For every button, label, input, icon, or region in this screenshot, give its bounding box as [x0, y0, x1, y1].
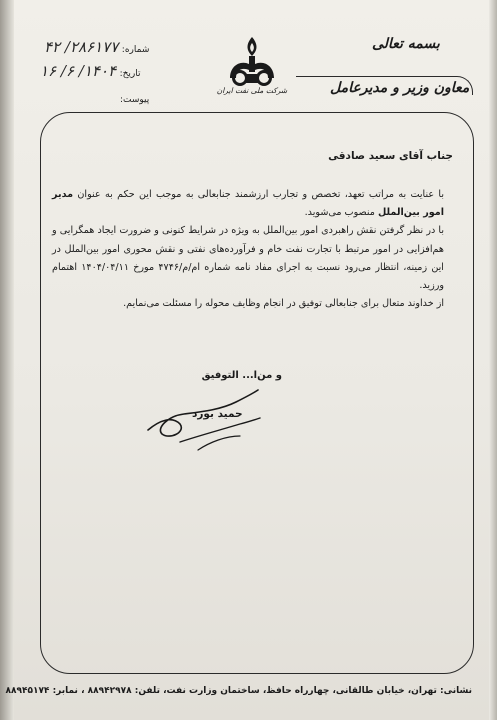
- paragraph-2: با در نظر گرفتن نقش راهبردی امور بین‌الملل به ویژه در شرایط کنونی و ضرورت ایجاد همگرایی و هم‌افزایی در امور مرتبط با تجارت نفت خام و فرآورده‌های نفتی و نقش محوری امور بین‌الملل در این زمینه، انتظار می‌رود نسبت به اجرای مفاد نامه شماره ام/م/۴۷۴۶ مورخ ۱۴۰۴/۰۴/۱۱ اهتمام ورزید.: [52, 225, 444, 292]
- recipient: جناب آقای سعید صادقی: [328, 150, 453, 162]
- office-title: معاون وزیر و مدیرعامل: [330, 80, 470, 96]
- letter-body: [52, 186, 444, 313]
- number-value: ۲۸۶۱۷۷/ ۴۲: [44, 38, 119, 56]
- closing-phrase: و من‌ا... التوفیق: [201, 370, 282, 381]
- letter-date-row: [40, 62, 141, 80]
- paragraph-1-text: با عنایت به مراتب تعهد، تخصص و تجارب ارزشمند جنابعالی به موجب این حکم به عنوان: [73, 189, 444, 200]
- handwritten-signature: [140, 380, 270, 460]
- date-label: تاریخ:: [119, 69, 141, 79]
- letter-number-row: [44, 38, 149, 56]
- paragraph-1: [52, 186, 444, 222]
- basmala: بسمه تعالی: [372, 36, 440, 52]
- number-label: شماره:: [121, 45, 150, 55]
- company-name: شرکت ملی نفت ایران: [216, 86, 288, 95]
- nioc-logo-icon: [224, 34, 280, 90]
- attachment-label: پیوست:: [120, 95, 150, 105]
- appointment-title: مدیر امور بین‌الملل: [52, 189, 444, 219]
- attachment-row: [120, 92, 149, 105]
- footer-address: نشانی: تهران، خیابان طالقانی، چهارراه حافظ، ساختمان وزارت نفت، تلفن: ۸۸۹۴۲۹۷۸ ، نمابر: ۸۸۹۴۵۱۷۴: [5, 686, 472, 696]
- date-value: ۱۴۰۴/ ۶/ ۱۶: [40, 62, 117, 80]
- paragraph-1-end: منصوب می‌شوید.: [304, 207, 378, 219]
- scan-shadow-right: [489, 0, 497, 720]
- signer-name: حمید بورد: [192, 408, 243, 420]
- scan-shadow-left: [0, 0, 14, 720]
- paragraph-3: از خداوند متعال برای جنابعالی توفیق در انجام وظایف محوله را مسئلت می‌نمایم.: [123, 298, 444, 310]
